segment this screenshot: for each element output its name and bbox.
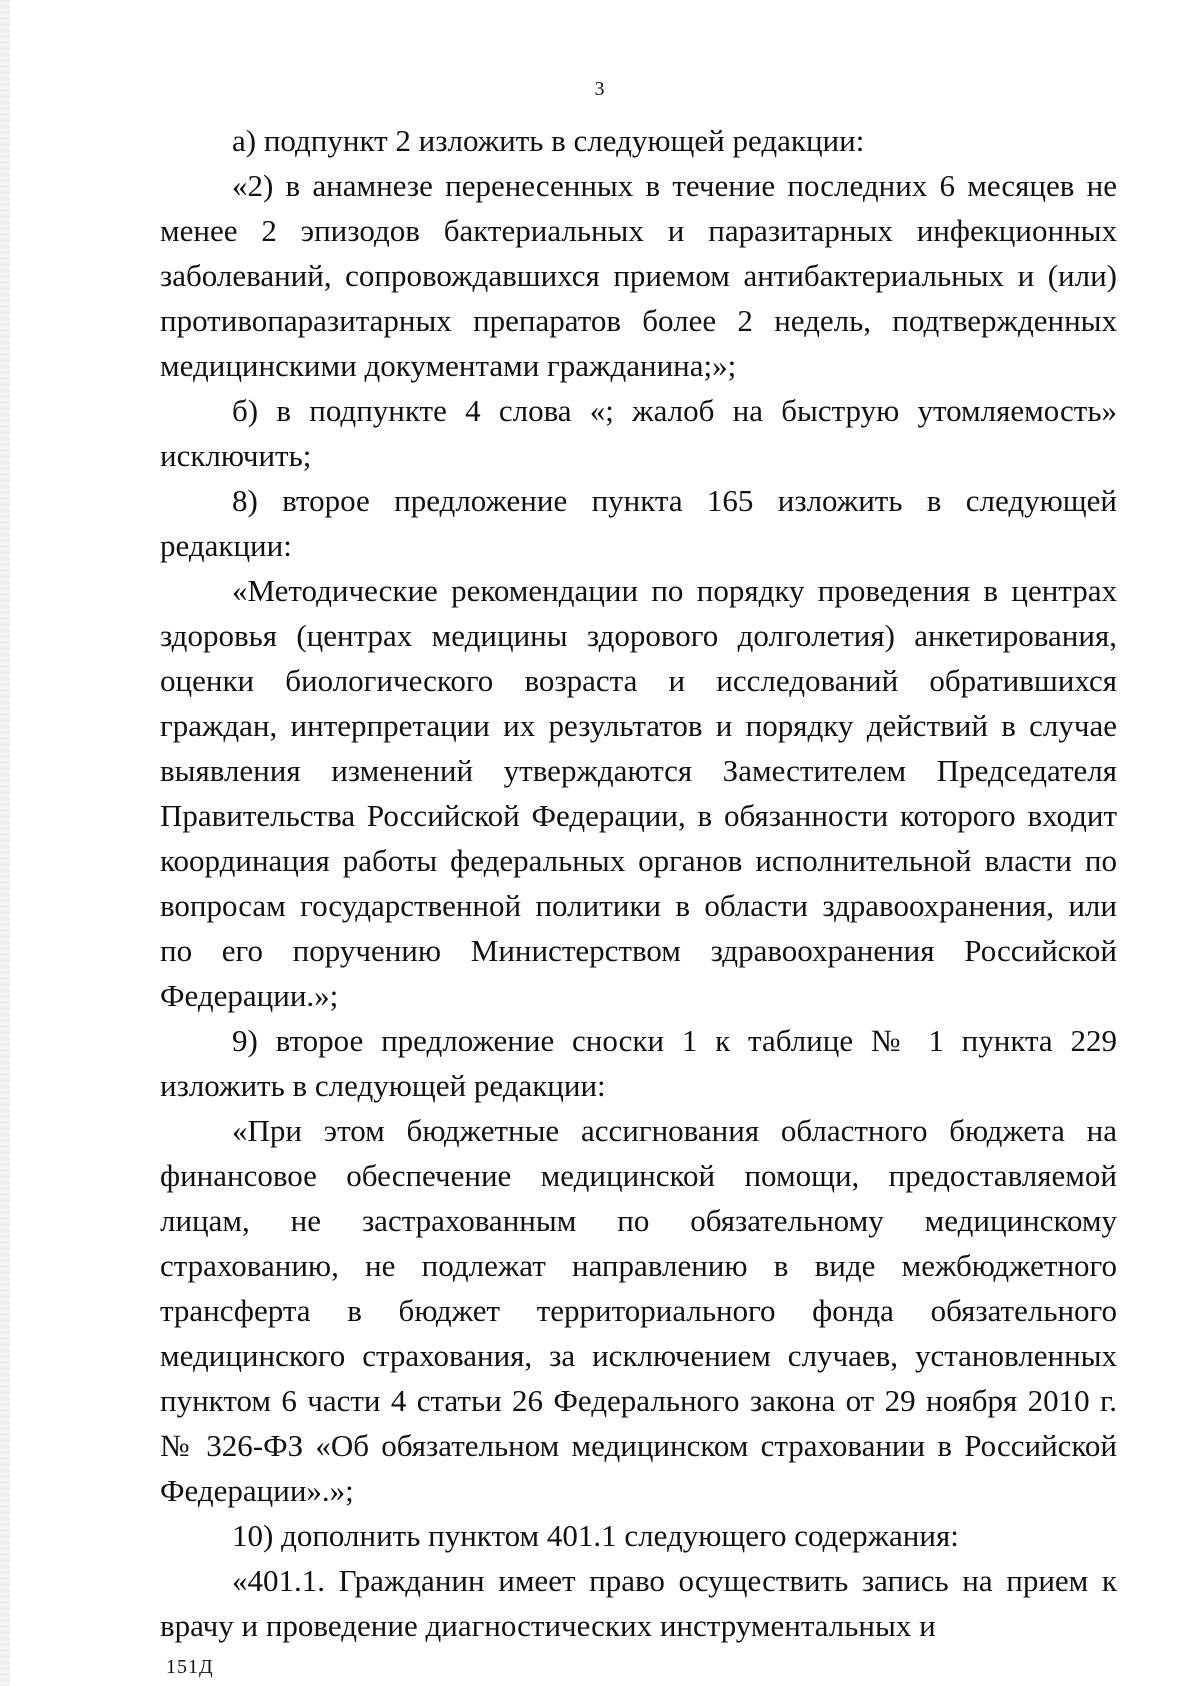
paragraph: «Методические рекомендации по порядку проведения в центрах здоровья (центрах медицины здорового долголетия) анкетирования, оценки биологического возраста и исследований обратившихся граждан, интерпретации их результатов и порядку действий в случае выявления изменений утверждаются Заместителем Председателя Правительства Российской Федерации, в обязанности которого входит координация работы федеральных органов исполнительной власти по вопросам государственной политики в области здравоохранения, или по его поручению Министерством здравоохранения Российской Федерации.»; (160, 573, 1117, 1013)
paragraph: 9) второе предложение сноски 1 к таблице № 1 пункта 229 изложить в следующей редакции: (160, 1023, 1117, 1103)
paragraph: б) в подпункте 4 слова «; жалоб на быструю утомляемость» исключить; (160, 393, 1117, 473)
page-number: 3 (594, 78, 606, 100)
scan-edge (0, 0, 10, 1686)
paragraph: «2) в анамнезе перенесенных в течение последних 6 месяцев не менее 2 эпизодов бактериальных и паразитарных инфекционных заболеваний, сопровождавшихся приемом антибактериальных и (или) противопаразитарных препаратов более 2 недель, подтвержденных медицинскими документами гражданина;»; (160, 168, 1117, 383)
paragraph: «401.1. Гражданин имеет право осуществить запись на прием к врачу и проведение диагностических инструментальных и (160, 1563, 1117, 1643)
document-code: 151Д (166, 1656, 214, 1678)
paragraph: «При этом бюджетные ассигнования областного бюджета на финансовое обеспечение медицинской помощи, предоставляемой лицам, не застрахованным по обязательному медицинскому страхованию, не подлежат направлению в виде межбюджетного трансферта в бюджет территориального фонда обязательного медицинского страхования, за исключением случаев, установленных пунктом 6 части 4 статьи 26 Федерального закона от 29 ноября 2010 г. № 326-ФЗ «Об обязательном медицинском страховании в Российской Федерации».»; (160, 1113, 1117, 1508)
paragraph: 10) дополнить пунктом 401.1 следующего содержания: (232, 1518, 959, 1553)
paragraph: а) подпункт 2 изложить в следующей редакции: (232, 123, 865, 158)
paragraph: 8) второе предложение пункта 165 изложить в следующей редакции: (160, 483, 1117, 563)
document-body (160, 118, 1117, 1648)
